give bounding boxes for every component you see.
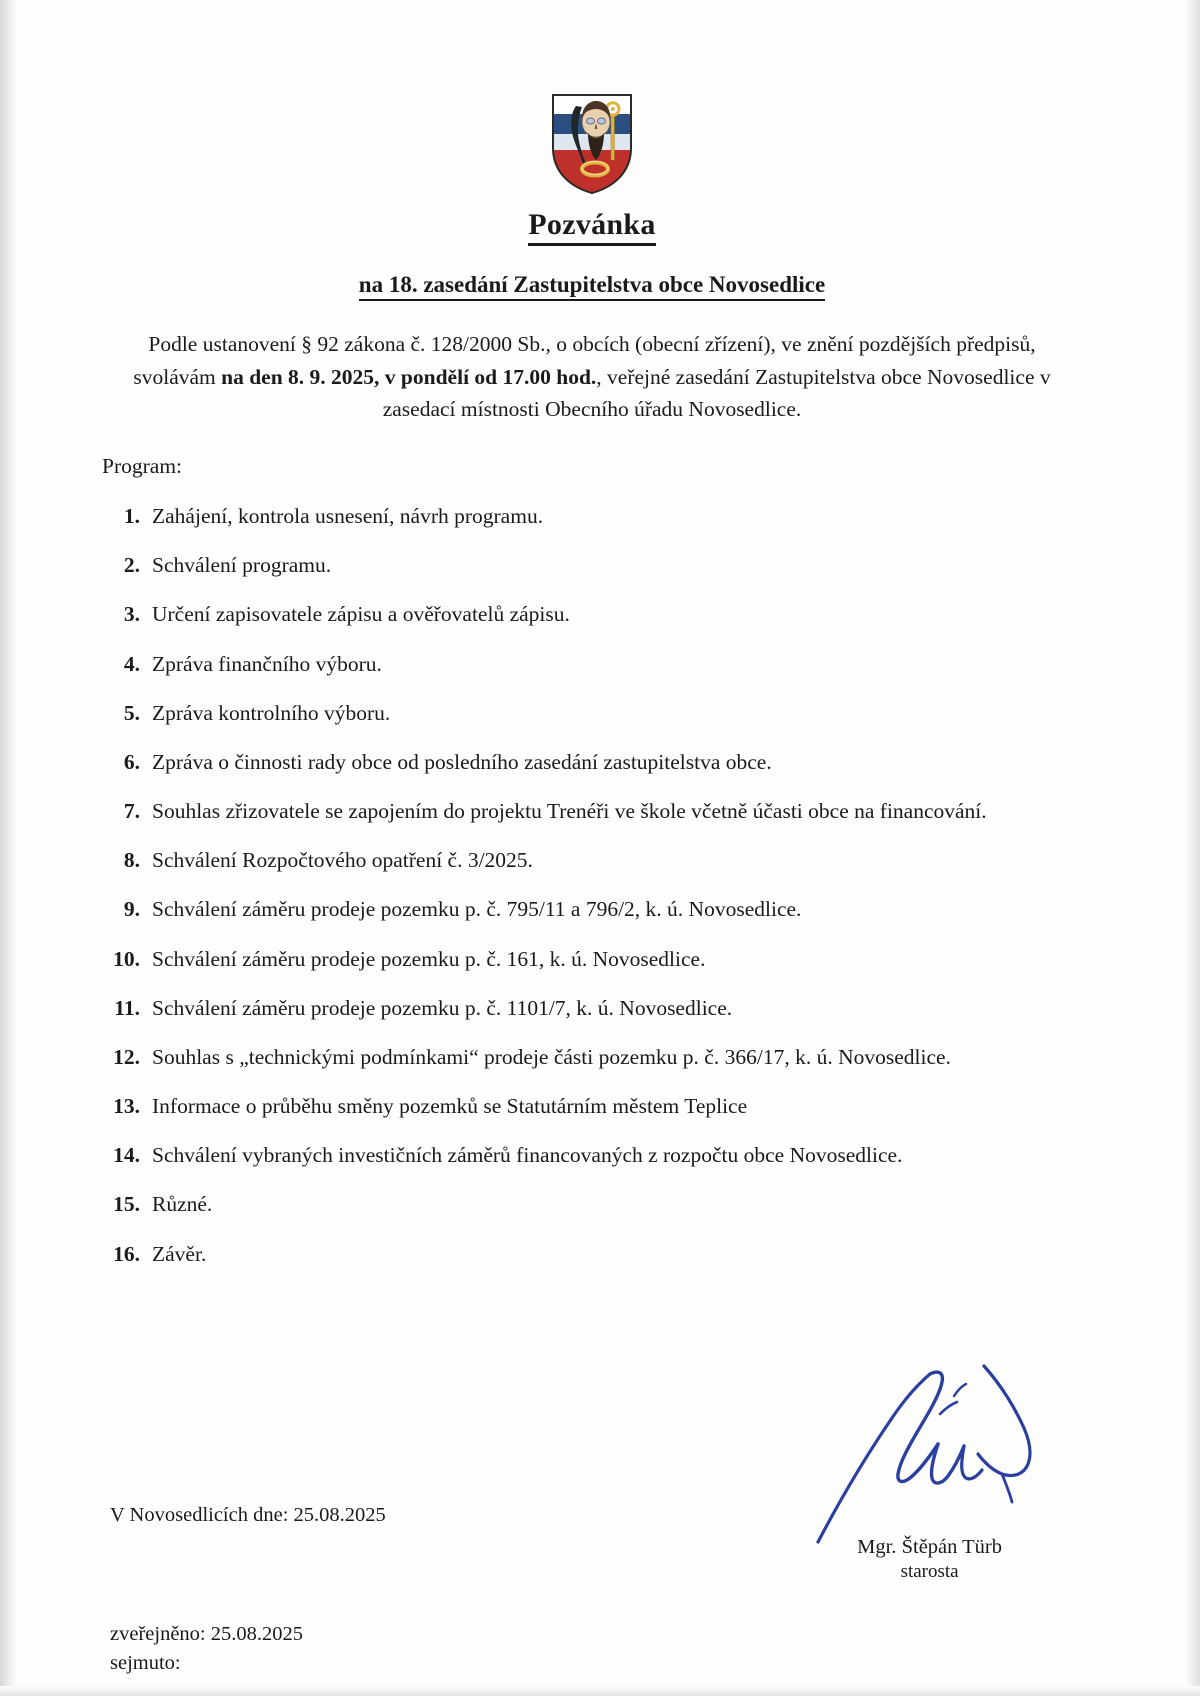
- agenda-item-number: 1.: [123, 504, 140, 529]
- agenda-item-number: 8.: [123, 848, 140, 873]
- agenda-item-text: Schválení Rozpočtového opatření č. 3/2025.: [152, 848, 533, 873]
- agenda-item-text: Souhlas s „technickými podmínkami“ prodeje části pozemku p. č. 366/17, k. ú. Novosedlice.: [152, 1044, 951, 1069]
- agenda-item-number: 4.: [123, 651, 140, 676]
- agenda-item-number: 15.: [113, 1192, 140, 1217]
- signatory-name: Mgr. Štěpán Türb: [857, 1535, 1002, 1558]
- agenda-item-number: 14.: [113, 1143, 140, 1168]
- footer-block: [96, 1382, 1088, 1582]
- agenda-item-text: Různé.: [152, 1192, 213, 1217]
- page-subtitle: [96, 272, 1088, 298]
- intro-paragraph: [122, 328, 1062, 426]
- page-subtitle-text: na 18. zasedání Zastupitelstva obce Novosedlice: [359, 272, 825, 301]
- agenda-item-text: Schválení programu.: [152, 553, 332, 578]
- agenda-item-text: Závěr.: [152, 1241, 207, 1266]
- agenda-item-number: 3.: [123, 602, 140, 627]
- agenda-item: [96, 796, 1088, 827]
- page-title: [96, 208, 1088, 242]
- place-and-date: V Novosedlicích dne: 25.08.2025: [110, 1503, 386, 1526]
- removed-date: sejmuto:: [110, 1652, 181, 1675]
- agenda-item: [96, 1239, 1088, 1270]
- program-label: Program:: [102, 454, 183, 479]
- agenda-item: [96, 944, 1088, 975]
- agenda-item-number: 7.: [123, 799, 140, 824]
- agenda-item-number: 2.: [123, 553, 140, 578]
- page-title-text: Pozvánka: [528, 208, 655, 246]
- agenda-item: [96, 1042, 1088, 1073]
- agenda-item: [96, 599, 1088, 630]
- agenda-list: [96, 501, 1088, 1270]
- coat-of-arms-icon: [550, 92, 634, 196]
- agenda-item-text: Zpráva finančního výboru.: [152, 651, 382, 676]
- agenda-item-text: Schválení záměru prodeje pozemku p. č. 795/11 a 796/2, k. ú. Novosedlice.: [152, 897, 802, 922]
- agenda-item-number: 5.: [123, 700, 140, 725]
- signature-block: [857, 1534, 1002, 1585]
- agenda-item: [96, 1189, 1088, 1220]
- intro-part-2: , veřejné zasedání Zastupitelstva obce Novosedlice v zasedací místnosti Obecního úřadu Novosedlice.: [382, 364, 1051, 422]
- agenda-item-text: Schválení záměru prodeje pozemku p. č. 1101/7, k. ú. Novosedlice.: [152, 995, 733, 1020]
- publication-notice: [110, 1620, 1088, 1679]
- agenda-item-number: 6.: [123, 749, 140, 774]
- agenda-item-number: 10.: [113, 946, 140, 971]
- agenda-item-number: 9.: [123, 897, 140, 922]
- agenda-item-text: Souhlas zřizovatele se zapojením do projektu Trenéři ve škole včetně účasti obce na financování.: [152, 799, 987, 824]
- agenda-item: [96, 649, 1088, 680]
- agenda-item: [96, 894, 1088, 925]
- agenda-item-number: 13.: [113, 1094, 140, 1119]
- agenda-item-text: Informace o průběhu směny pozemků se Statutárním městem Teplice: [152, 1094, 748, 1119]
- agenda-item: [96, 1140, 1088, 1171]
- agenda-item-text: Zpráva kontrolního výboru.: [152, 700, 391, 725]
- agenda-item: [96, 501, 1088, 532]
- scan-edge-bottom: [0, 1686, 1200, 1696]
- signature-graphic: [788, 1360, 1048, 1550]
- agenda-item-number: 11.: [114, 995, 140, 1020]
- agenda-item-number: 12.: [113, 1044, 140, 1069]
- published-date: zveřejněno: 25.08.2025: [110, 1622, 303, 1645]
- agenda-item: [96, 550, 1088, 581]
- agenda-item: [96, 845, 1088, 876]
- coat-of-arms-container: [96, 0, 1088, 196]
- agenda-item-text: Zahájení, kontrola usnesení, návrh programu.: [152, 504, 544, 529]
- agenda-item: [96, 747, 1088, 778]
- agenda-item-text: Schválení vybraných investičních záměrů financovaných z rozpočtu obce Novosedlice.: [152, 1143, 903, 1168]
- agenda-item-number: 16.: [113, 1241, 140, 1266]
- intro-meeting-datetime: na den 8. 9. 2025, v pondělí od 17.00 hod.: [221, 364, 597, 389]
- agenda-item-text: Schválení záměru prodeje pozemku p. č. 161, k. ú. Novosedlice.: [152, 946, 706, 971]
- agenda-item: [96, 1091, 1088, 1122]
- agenda-item-text: Zpráva o činnosti rady obce od posledního zasedání zastupitelstva obce.: [152, 749, 772, 774]
- agenda-item: [96, 993, 1088, 1024]
- agenda-item: [96, 698, 1088, 729]
- intro-part-1: Podle ustanovení § 92 zákona č. 128/2000 Sb., o obcích (obecní zřízení), ve znění pozdějších předpisů, svolávám: [133, 332, 1036, 389]
- signatory-role: starosta: [900, 1561, 959, 1583]
- agenda-item-text: Určení zapisovatele zápisu a ověřovatelů zápisu.: [152, 602, 570, 627]
